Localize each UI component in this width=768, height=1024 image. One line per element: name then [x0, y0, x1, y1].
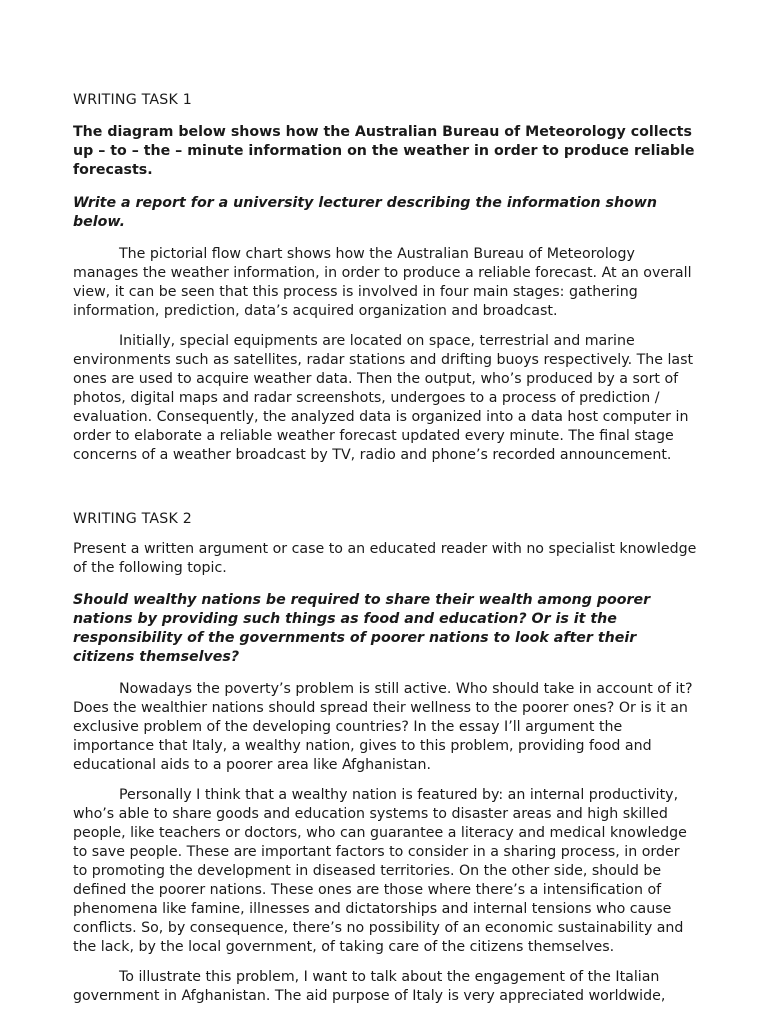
task-1-prompt: The diagram below shows how the Australian Bureau of Meteorology collects up – to – the – minute information on the weather in order to produce reliable forecasts.	[73, 124, 695, 178]
task-2-paragraph-2: Personally I think that a wealthy nation is featured by: an internal productivity, who’s able to share goods and education systems to disaster areas and high skilled people, like teachers or doctors, who can guarantee a literacy and medical knowledge to save people. These are important factors to consider in a sharing process, in order to promoting the development in diseased territories. On the other side, should be defined the poorer nations. These ones are those where there’s a intensification of phenomena like famine, illnesses and dictatorships and internal tensions who cause conflicts. So, by consequence, there’s no possibility of an economic sustainability and the lack, by the local government, of taking care of the citizens themselves.	[73, 787, 687, 955]
task-2-question: Should wealthy nations be required to share their wealth among poorer nations by providing such things as food and education? Or is it the responsibility of the governments of poorer nations to look after their citizens themselves?	[73, 592, 651, 665]
task-2-paragraph-1: Nowadays the poverty’s problem is still active. Who should take in account of it? Does the wealthier nations should spread their wellness to the poorer ones? Or is it an exclusive problem of the developing countries? In the essay I’ll argument the importance that Italy, a wealthy nation, gives to this problem, providing food and educational aids to a poorer area like Afghanistan.	[73, 681, 693, 773]
writing-task-1	[73, 91, 698, 465]
task-1-heading: WRITING TASK 1	[73, 92, 192, 108]
task-1-instruction: Write a report for a university lecturer describing the information shown below.	[73, 195, 658, 230]
task-1-paragraph-2: Initially, special equipments are located on space, terrestrial and marine environments such as satellites, radar stations and drifting buoys respectively. The last ones are used to acquire weather data. Then the output, who’s produced by a sort of photos, digital maps and radar screenshots, undergoes to a process of prediction / evaluation. Consequently, the analyzed data is organized into a data host computer in order to elaborate a reliable weather forecast updated every minute. The final stage concerns of a weather broadcast by TV, radio and phone’s recorded announcement.	[73, 333, 694, 463]
task-1-paragraph-1: The pictorial flow chart shows how the Australian Bureau of Meteorology manages the weather information, in order to produce a reliable forecast. At an overall view, it can be seen that this process is involved in four main stages: gathering information, prediction, data’s acquired organization and broadcast.	[73, 246, 692, 319]
task-2-intro: Present a written argument or case to an educated reader with no specialist knowledge of the following topic.	[73, 541, 697, 576]
section-spacer	[73, 476, 698, 510]
task-2-heading: WRITING TASK 2	[73, 511, 192, 527]
task-2-paragraph-3: To illustrate this problem, I want to talk about the engagement of the Italian government in Afghanistan. The aid purpose of Italy is very appreciated worldwide,	[73, 969, 666, 1004]
writing-task-2	[73, 510, 698, 1006]
